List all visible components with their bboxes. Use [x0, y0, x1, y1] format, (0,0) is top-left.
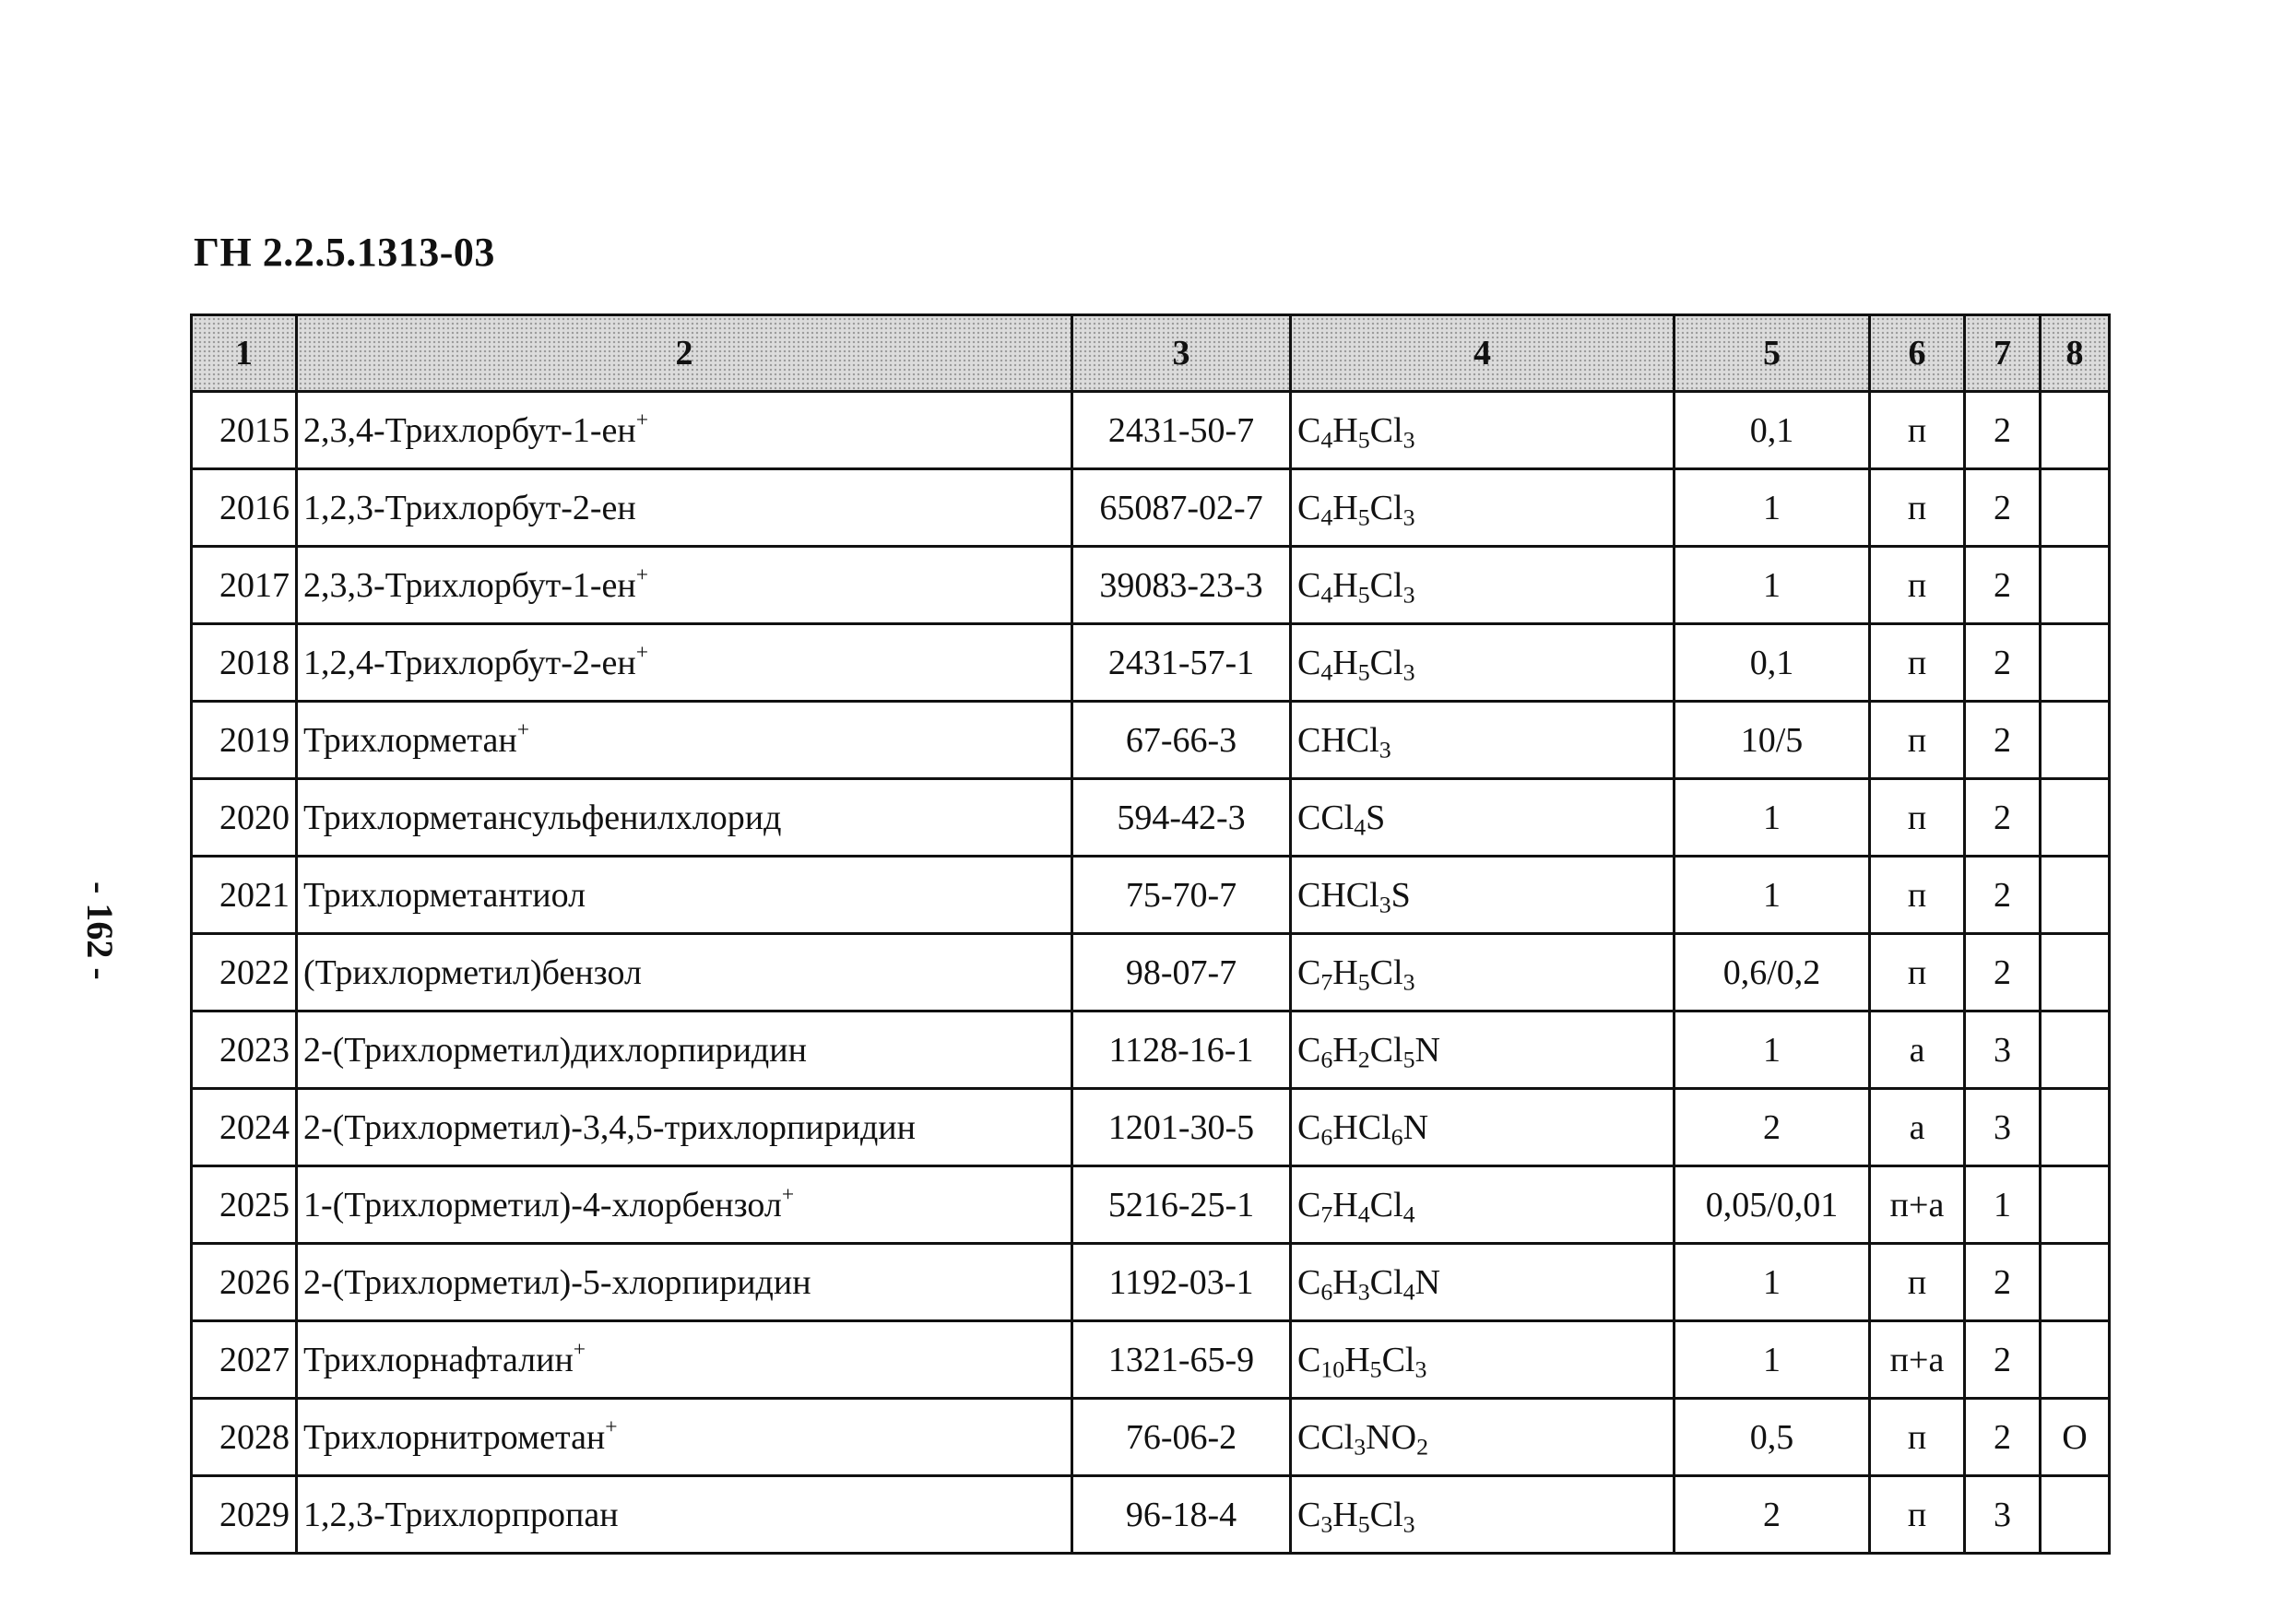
chemical-formula: $C_{10}H_5Cl_3$ [1291, 1321, 1675, 1399]
table-row [192, 779, 2110, 857]
chemical-formula: $C_6H_2Cl_5N$ [1291, 1011, 1675, 1089]
aggregate-state: п [1870, 547, 1965, 624]
hazard-class: 1 [1965, 1166, 2041, 1244]
limit-value: 2 [1675, 1089, 1870, 1166]
aggregate-state: п [1870, 779, 1965, 857]
chemical-formula: $C_4H_5Cl_3$ [1291, 547, 1675, 624]
aggregate-state: п [1870, 1244, 1965, 1321]
column-header: 2 [297, 315, 1072, 392]
table-row [192, 1166, 2110, 1244]
substance-name-text: Трихлорметантиол [303, 875, 586, 915]
column-header: 7 [1965, 315, 2041, 392]
hazard-class: 2 [1965, 934, 2041, 1011]
row-number: 2027 [192, 1321, 297, 1399]
row-number: 2029 [192, 1476, 297, 1554]
chemical-formula: CHCl$_3$ [1291, 702, 1675, 779]
hazard-class: 2 [1965, 857, 2041, 934]
note-mark [2041, 857, 2110, 934]
hazard-class: 2 [1965, 779, 2041, 857]
note-mark [2041, 1321, 2110, 1399]
table-row [192, 624, 2110, 702]
chemical-formula: CHCl$_3$S [1291, 857, 1675, 934]
row-number: 2019 [192, 702, 297, 779]
note-mark: О [2041, 1399, 2110, 1476]
substance-name [297, 469, 1072, 547]
hazard-class: 2 [1965, 1399, 2041, 1476]
column-header: 3 [1072, 315, 1291, 392]
cas-number: 76-06-2 [1072, 1399, 1291, 1476]
substance-name [297, 857, 1072, 934]
note-mark [2041, 934, 2110, 1011]
cas-number: 2431-50-7 [1072, 392, 1291, 469]
column-header: 8 [2041, 315, 2110, 392]
row-number: 2025 [192, 1166, 297, 1244]
limit-value: 1 [1675, 1244, 1870, 1321]
substance-name-text: 1,2,3-Трихлорбут-2-ен [303, 488, 636, 527]
table-row [192, 1089, 2110, 1166]
substance-name [297, 934, 1072, 1011]
note-mark [2041, 1476, 2110, 1554]
substance-name [297, 1166, 1072, 1244]
page-number: - 162 - [79, 881, 121, 980]
limit-value: 1 [1675, 469, 1870, 547]
substance-name [297, 1244, 1072, 1321]
cas-number: 65087-02-7 [1072, 469, 1291, 547]
row-number: 2020 [192, 779, 297, 857]
substance-name [297, 1399, 1072, 1476]
cas-number: 1321-65-9 [1072, 1321, 1291, 1399]
substance-name-text: 1,2,4-Трихлорбут-2-ен [303, 643, 636, 682]
substance-name [297, 1476, 1072, 1554]
hazard-class: 2 [1965, 547, 2041, 624]
table-row [192, 1399, 2110, 1476]
plus-mark: + [516, 717, 529, 742]
note-mark [2041, 469, 2110, 547]
aggregate-state: п+а [1870, 1166, 1965, 1244]
cas-number: 75-70-7 [1072, 857, 1291, 934]
hazard-class: 2 [1965, 1321, 2041, 1399]
aggregate-state: п [1870, 702, 1965, 779]
row-number: 2024 [192, 1089, 297, 1166]
aggregate-state: а [1870, 1089, 1965, 1166]
document-header: ГН 2.2.5.1313-03 [194, 230, 495, 275]
hazard-class: 2 [1965, 624, 2041, 702]
note-mark [2041, 1089, 2110, 1166]
limit-value: 2 [1675, 1476, 1870, 1554]
column-header: 4 [1291, 315, 1675, 392]
substance-name [297, 1011, 1072, 1089]
table-row [192, 1321, 2110, 1399]
note-mark [2041, 702, 2110, 779]
substance-name-text: 1-(Трихлорметил)-4-хлорбензол [303, 1185, 782, 1224]
table-body [192, 392, 2110, 1554]
cas-number: 1192-03-1 [1072, 1244, 1291, 1321]
row-number: 2018 [192, 624, 297, 702]
cas-number: 98-07-7 [1072, 934, 1291, 1011]
table-row [192, 1011, 2110, 1089]
aggregate-state: п+а [1870, 1321, 1965, 1399]
aggregate-state: а [1870, 1011, 1965, 1089]
cas-number: 1128-16-1 [1072, 1011, 1291, 1089]
hazard-class: 2 [1965, 1244, 2041, 1321]
limit-value: 0,6/0,2 [1675, 934, 1870, 1011]
plus-mark: + [781, 1182, 795, 1207]
substances-table [190, 313, 2111, 1555]
substance-name-text: (Трихлорметил)бензол [303, 952, 642, 992]
plus-mark: + [573, 1337, 586, 1362]
note-mark [2041, 624, 2110, 702]
hazard-class: 3 [1965, 1476, 2041, 1554]
table-row [192, 1476, 2110, 1554]
substance-name-text: Трихлорнафталин [303, 1340, 574, 1379]
limit-value: 1 [1675, 1321, 1870, 1399]
substance-name-text: 1,2,3-Трихлорпропан [303, 1495, 619, 1534]
cas-number: 96-18-4 [1072, 1476, 1291, 1554]
hazard-class: 3 [1965, 1089, 2041, 1166]
plus-mark: + [605, 1414, 618, 1439]
cas-number: 39083-23-3 [1072, 547, 1291, 624]
limit-value: 0,1 [1675, 392, 1870, 469]
substance-name-text: Трихлорнитрометан [303, 1417, 606, 1457]
plus-mark: + [635, 640, 649, 665]
substance-name-text: 2-(Трихлорметил)дихлорпиридин [303, 1030, 807, 1070]
cas-number: 2431-57-1 [1072, 624, 1291, 702]
row-number: 2016 [192, 469, 297, 547]
aggregate-state: п [1870, 624, 1965, 702]
row-number: 2021 [192, 857, 297, 934]
limit-value: 10/5 [1675, 702, 1870, 779]
substance-name [297, 624, 1072, 702]
table-row [192, 547, 2110, 624]
substance-name [297, 1089, 1072, 1166]
table-header-row [192, 315, 2110, 392]
limit-value: 1 [1675, 779, 1870, 857]
chemical-formula: $C_3H_5Cl_3$ [1291, 1476, 1675, 1554]
substance-name [297, 392, 1072, 469]
chemical-formula: $C_4H_5Cl_3$ [1291, 624, 1675, 702]
chemical-formula: $C_7H_5Cl_3$ [1291, 934, 1675, 1011]
hazard-class: 3 [1965, 1011, 2041, 1089]
column-header: 6 [1870, 315, 1965, 392]
chemical-formula: $C_7H_4Cl_4$ [1291, 1166, 1675, 1244]
note-mark [2041, 547, 2110, 624]
limit-value: 0,05/0,01 [1675, 1166, 1870, 1244]
column-header: 5 [1675, 315, 1870, 392]
cas-number: 5216-25-1 [1072, 1166, 1291, 1244]
table-row [192, 469, 2110, 547]
substance-name [297, 702, 1072, 779]
aggregate-state: п [1870, 934, 1965, 1011]
note-mark [2041, 1166, 2110, 1244]
note-mark [2041, 1011, 2110, 1089]
table-row [192, 934, 2110, 1011]
aggregate-state: п [1870, 1476, 1965, 1554]
aggregate-state: п [1870, 1399, 1965, 1476]
row-number: 2022 [192, 934, 297, 1011]
chemical-formula: $C_4H_5Cl_3$ [1291, 469, 1675, 547]
chemical-formula: $CCl_3NO_2$ [1291, 1399, 1675, 1476]
table-row [192, 702, 2110, 779]
note-mark [2041, 392, 2110, 469]
substance-name-text: 2,3,4-Трихлорбут-1-ен [303, 410, 636, 450]
limit-value: 1 [1675, 857, 1870, 934]
substance-name [297, 1321, 1072, 1399]
note-mark [2041, 779, 2110, 857]
row-number: 2026 [192, 1244, 297, 1321]
substance-name [297, 779, 1072, 857]
aggregate-state: п [1870, 857, 1965, 934]
substance-name-text: 2-(Трихлорметил)-3,4,5-трихлорпиридин [303, 1107, 916, 1147]
table-row [192, 392, 2110, 469]
substance-name-text: Трихлорметан [303, 720, 517, 760]
substance-name-text: 2-(Трихлорметил)-5-хлорпиридин [303, 1262, 811, 1302]
plus-mark: + [635, 408, 649, 432]
limit-value: 0,1 [1675, 624, 1870, 702]
substance-name-text: Трихлорметансульфенилхлорид [303, 798, 782, 837]
hazard-class: 2 [1965, 469, 2041, 547]
note-mark [2041, 1244, 2110, 1321]
chemical-formula: $C_6HCl_6N$ [1291, 1089, 1675, 1166]
row-number: 2028 [192, 1399, 297, 1476]
chemical-formula: $C_4H_5Cl_3$ [1291, 392, 1675, 469]
plus-mark: + [635, 562, 649, 587]
column-header: 1 [192, 315, 297, 392]
row-number: 2017 [192, 547, 297, 624]
limit-value: 0,5 [1675, 1399, 1870, 1476]
limit-value: 1 [1675, 1011, 1870, 1089]
limit-value: 1 [1675, 547, 1870, 624]
row-number: 2015 [192, 392, 297, 469]
hazard-class: 2 [1965, 392, 2041, 469]
substance-name-text: 2,3,3-Трихлорбут-1-ен [303, 565, 636, 605]
cas-number: 67-66-3 [1072, 702, 1291, 779]
table-row [192, 857, 2110, 934]
row-number: 2023 [192, 1011, 297, 1089]
chemical-formula: $C_6H_3Cl_4N$ [1291, 1244, 1675, 1321]
aggregate-state: п [1870, 469, 1965, 547]
hazard-class: 2 [1965, 702, 2041, 779]
table-row [192, 1244, 2110, 1321]
cas-number: 1201-30-5 [1072, 1089, 1291, 1166]
substance-name [297, 547, 1072, 624]
chemical-formula: CCl$_4$S [1291, 779, 1675, 857]
aggregate-state: п [1870, 392, 1965, 469]
cas-number: 594-42-3 [1072, 779, 1291, 857]
